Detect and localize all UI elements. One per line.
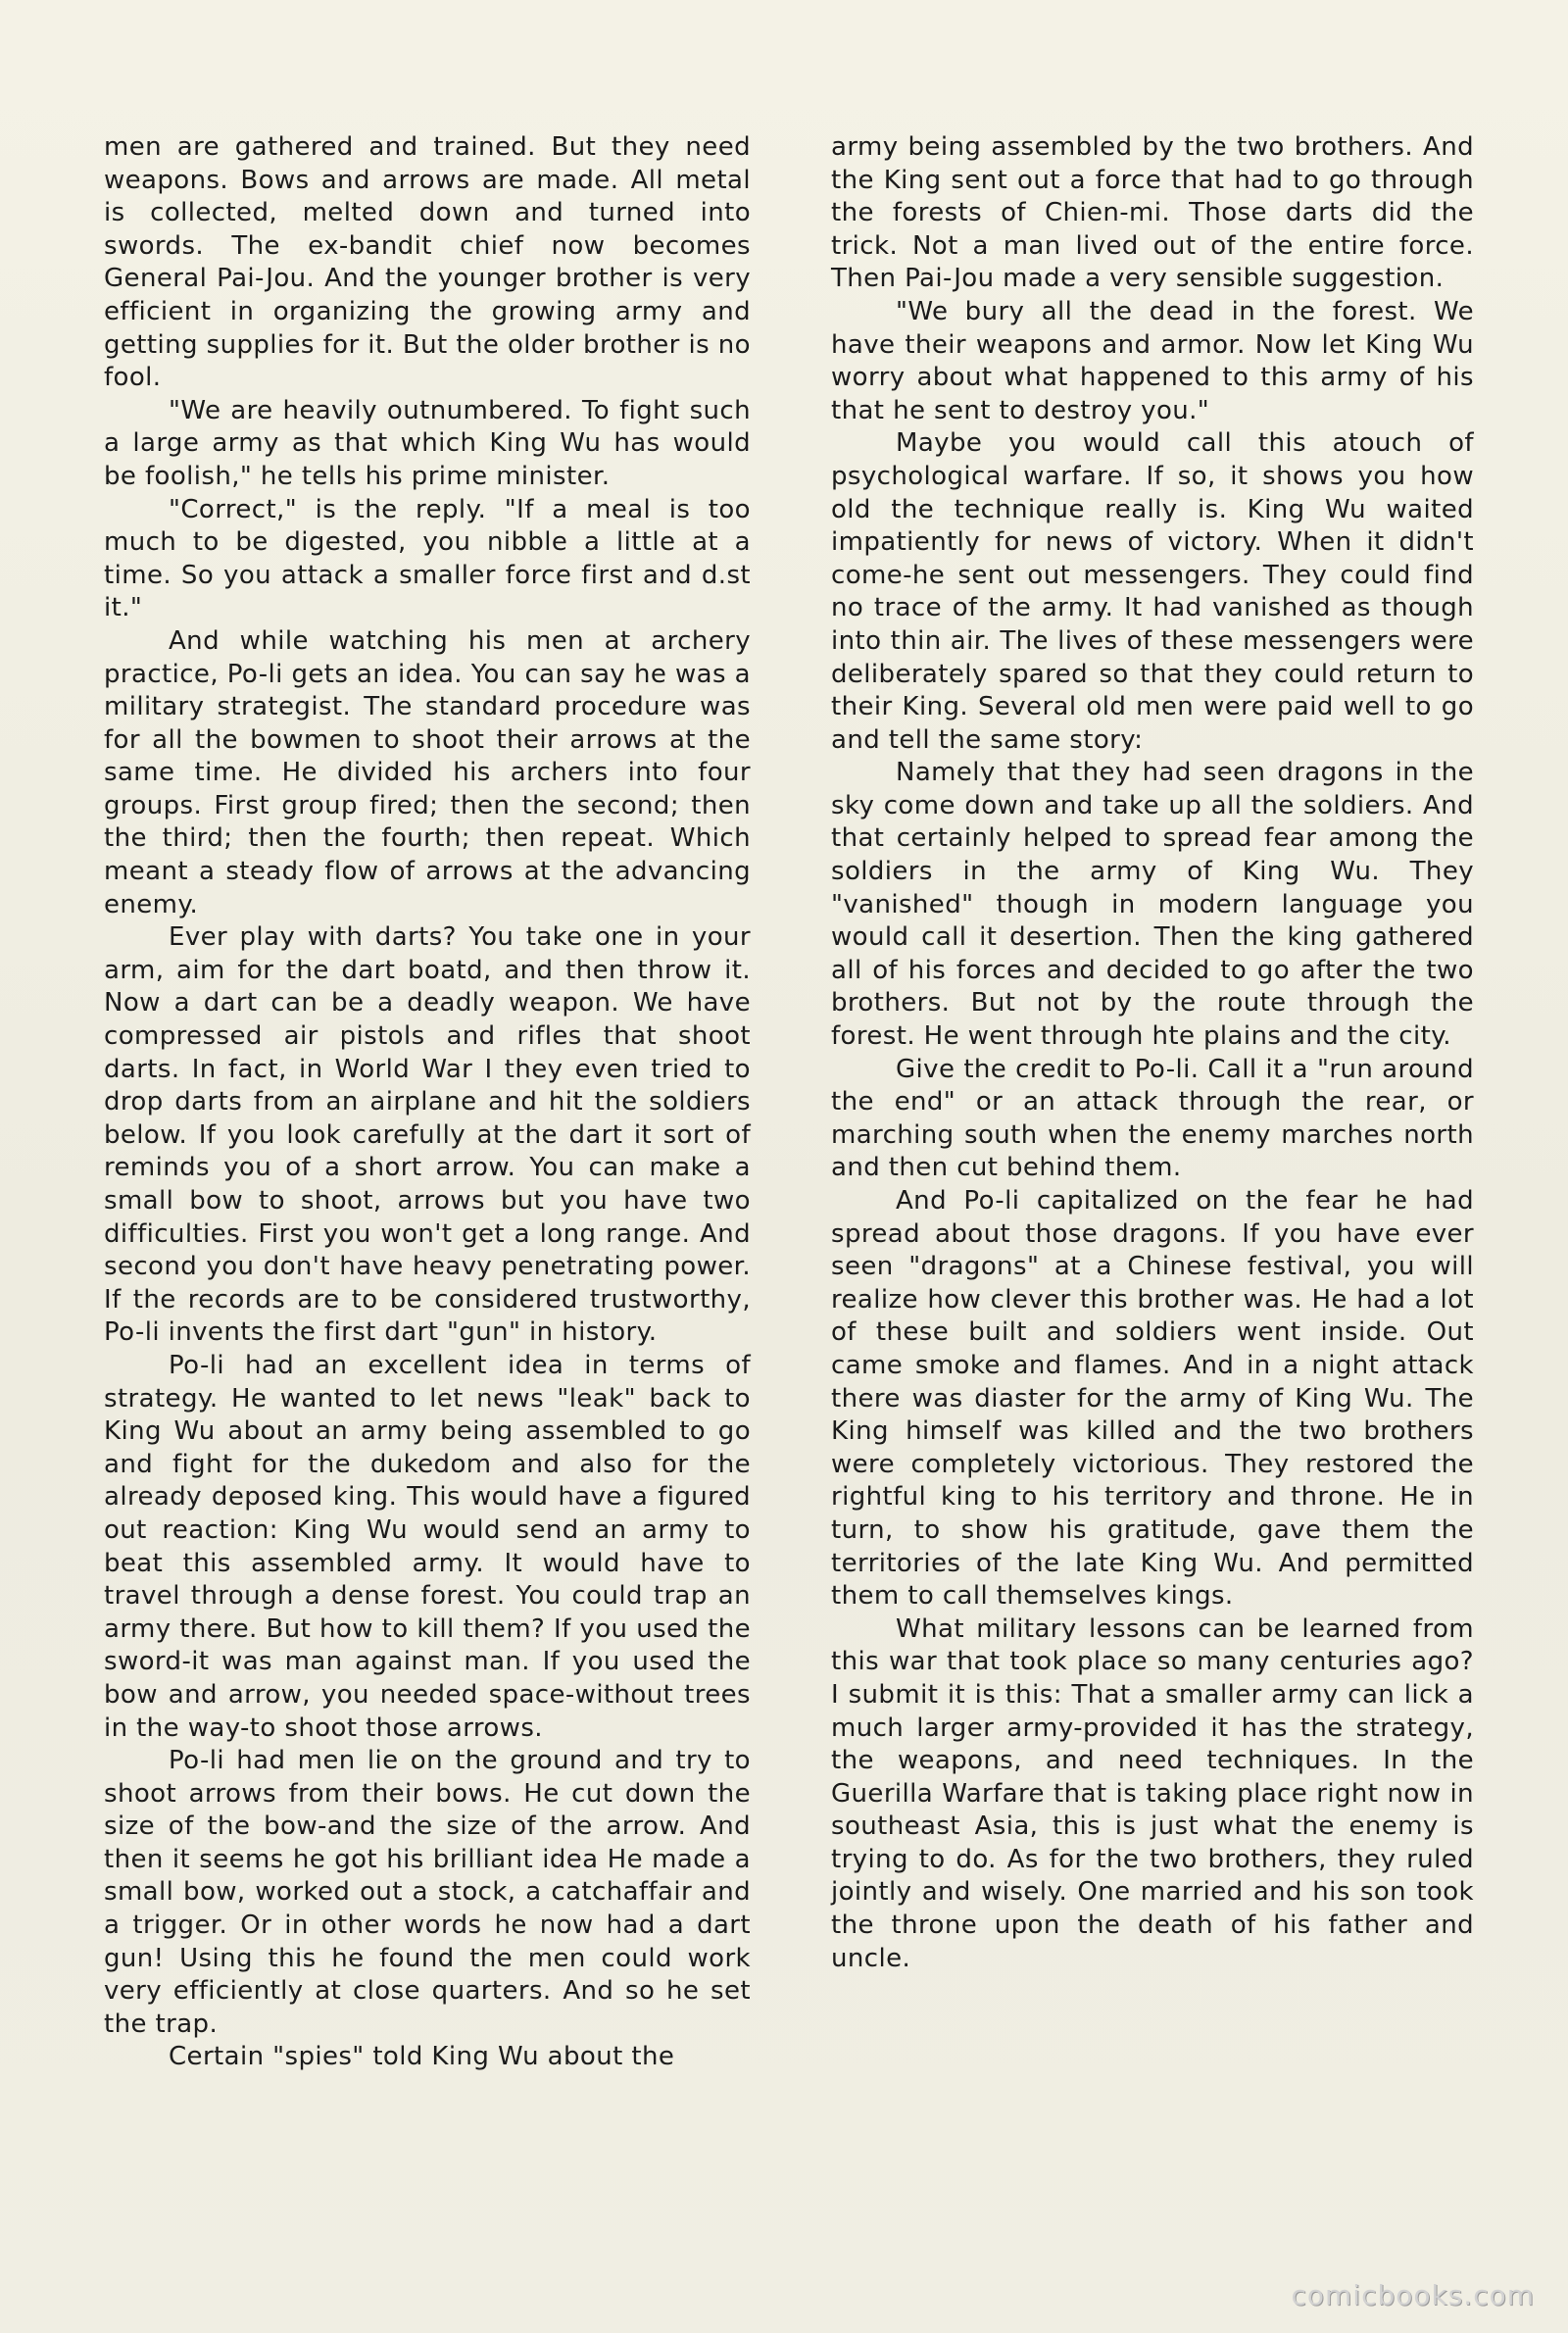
paragraph: "Correct," is the reply. "If a meal is too much to be digested, you nibble a little at a time. So you attack a smaller force first and d.st it." xyxy=(104,494,751,623)
left-column xyxy=(104,131,751,2074)
paragraph: Namely that they had seen dragons in the sky come down and take up all the soldiers. And that certainly helped to spread fear among the soldiers in the army of King Wu. They "vanished" though in modern language you would call it desertion. Then the king gathered all of his forces and decided to go after the two brothers. But not by the route through the forest. He went through hte plains and the city. xyxy=(831,758,1474,1052)
paragraph: And Po-li capitalized on the fear he had spread about those dragons. If you have ever seen "dragons" at a Chinese festival, you will realize how clever this brother was. He had a lot of these built and soldiers went inside. Out came smoke and flames. And in a night attack there was diaster for the army of King Wu. The King himself was killed and the two brothers were completely victorious. They restored the rightful king to his territory and throne. He in turn, to show his gratitude, gave them the territories of the late King Wu. And permitted them to call themselves kings. xyxy=(831,1186,1474,1612)
paragraph: Po-li had an excellent idea in terms of strategy. He wanted to let news "leak" back to King Wu about an army being assembled to go and fight for the dukedom and also for the already deposed king. This would have a figured out reaction: King Wu would send an army to beat this assembled army. It would have to travel through a dense forest. You could trap an army there. But how to kill them? If you used the sword-it was man against man. If you used the bow and arrow, you needed space-without trees in the way-to shoot those arrows. xyxy=(104,1350,751,1743)
paragraph: "We are heavily outnumbered. To fight such a large army as that which King Wu has would be foolish," he tells his prime minister. xyxy=(104,395,751,491)
paragraph: Maybe you would call this atouch of psychological warfare. If so, it shows you how old the technique really is. King Wu waited impatiently for news of victory. When it didn't come-he sent out messengers. They could find no trace of the army. It had vanished as though into thin air. The lives of these messengers were deliberately spared so that they could return to their King. Several old men were paid well to go and tell the same story: xyxy=(831,428,1474,755)
paragraph: Give the credit to Po-li. Call it a "run around the end" or an attack through the rear, or marching south when the enemy marches north and then cut behind them. xyxy=(831,1054,1474,1183)
paragraph: And while watching his men at archery practice, Po-li gets an idea. You can say he was a military strategist. The standard procedure was for all the bowmen to shoot their arrows at the same time. He divided his archers into four groups. First group fired; then the second; then the third; then the fourth; then repeat. Which meant a steady flow of arrows at the advancing enemy. xyxy=(104,625,751,919)
right-column xyxy=(831,131,1474,1975)
site-watermark: comicbooks.com xyxy=(1291,2279,1535,2311)
paragraph: Po-li had men lie on the ground and try to shoot arrows from their bows. He cut down the size of the bow-and the size of the arrow. And then it seems he got his brilliant idea He made a small bow, worked out a stock, a catchaffair and a trigger. Or in other words he now had a dart gun! Using this he found the men could work very efficiently at close quarters. And so he set the trap. xyxy=(104,1746,751,2039)
paragraph: Ever play with darts? You take one in your arm, aim for the dart boatd, and then throw it. Now a dart can be a deadly weapon. We have compressed air pistols and rifles that shoot darts. In fact, in World War I they even tried to drop darts from an airplane and hit the soldiers below. If you look carefully at the dart it sort of reminds you of a short arrow. You can make a small bow to shoot, arrows but you have two difficulties. First you won't get a long range. And second you don't have heavy penetrating power. If the records are to be considered trustworthy, Po-li invents the first dart "gun" in history. xyxy=(104,922,751,1348)
paragraph: What military lessons can be learned from this war that took place so many centuries ago? I submit it is this: That a smaller army can lick a much larger army-provided it has the strategy, the weapons, and need techniques. In the Guerilla Warfare that is taking place right now in southeast Asia, this is just what the enemy is trying to do. As for the two brothers, they ruled jointly and wisely. One married and his son took the throne upon the death of his father and uncle. xyxy=(831,1613,1474,1973)
paragraph: "We bury all the dead in the forest. We have their weapons and armor. Now let King Wu worry about what happened to this army of his that he sent to destroy you." xyxy=(831,296,1474,425)
paragraph: army being assembled by the two brothers. And the King sent out a force that had to go through the forests of Chien-mi. Those darts did the trick. Not a man lived out of the entire force. Then Pai-Jou made a very sensible suggestion. xyxy=(831,132,1474,294)
paragraph: men are gathered and trained. But they need weapons. Bows and arrows are made. All metal is collected, melted down and turned into swords. The ex-bandit chief now becomes General Pai-Jou. And the younger brother is very efficient in organizing the growing army and getting supplies for it. But the older brother is no fool. xyxy=(104,132,751,393)
paragraph: Certain "spies" told King Wu about the xyxy=(169,2042,675,2072)
